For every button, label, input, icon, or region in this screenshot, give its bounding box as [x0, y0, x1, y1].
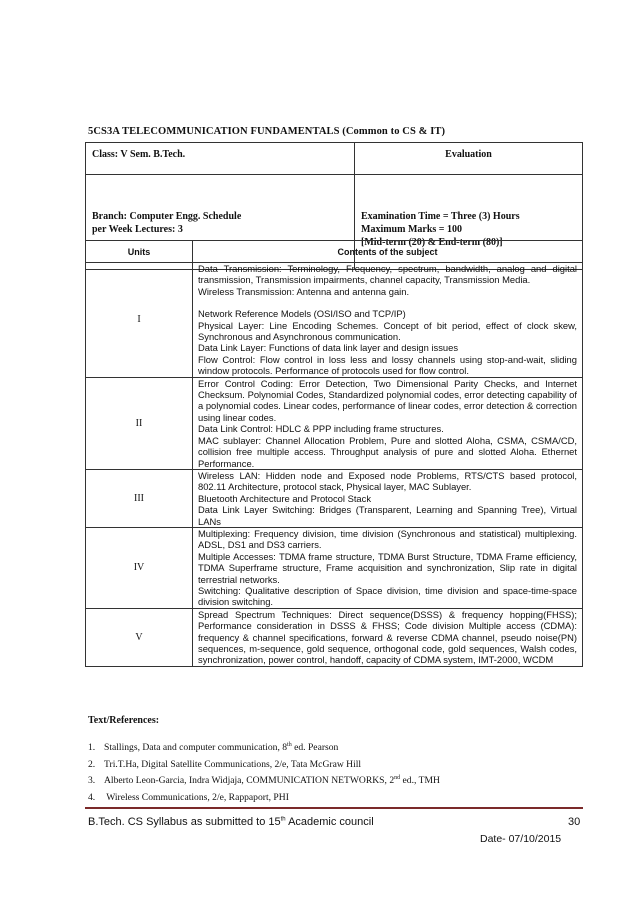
page-number: 30 [568, 816, 581, 828]
unit-topic: Spread Spectrum Techniques: Direct sequence(DSSS) & frequency hopping(FHSS); Performance consideration in DSSS & FHSS; Code division Multiple access (CDMA): frequency & channel specifications, forward & reverse CDMA channel, pseudo noise(PN) sequences, m-sequence, gold sequence, orthogonal code, gold sequences, Walsh codes, synchronization, power control, handoff, capacity of CDMA system, IMT-2000, WCDM [198, 608, 577, 666]
contents-column-header: Contents of the subject [193, 241, 583, 263]
unit-row [86, 377, 583, 469]
reference-text: Alberto Leon-Garcia, Indra Widjaja, COMMUNICATION NETWORKS, 2 [104, 775, 395, 786]
unit-number: IV [86, 527, 193, 608]
unit-topic: Multiplexing: Frequency division, time division (Synchronous and statistical) multiplexing. ADSL, DS1 and DS3 carriers. [198, 527, 577, 551]
footer-date: Date- 07/10/2015 [480, 833, 562, 845]
footer-note-end: Academic council [285, 816, 374, 828]
footer-note-text: B.Tech. CS Syllabus as submitted to 15 [88, 816, 281, 828]
unit-contents [193, 263, 583, 378]
unit-topic: Data Link Layer Switching: Bridges (Transparent, Learning and Spanning Tree), Virtual LANs [198, 504, 577, 527]
reference-number: 2. [88, 758, 96, 770]
reference-number: 1. [88, 742, 96, 753]
reference-sup: nd [394, 774, 401, 781]
unit-topic: Network Reference Models (OSI/ISO and TCP/IP) [198, 308, 406, 320]
unit-number: V [86, 608, 193, 666]
unit-number: I [86, 263, 193, 378]
unit-topic: Switching: Qualitative description of Space division, time division and space-time-space division switching. [198, 584, 577, 608]
footer-syllabus-note [88, 816, 374, 828]
unit-topic: Bluetooth Architecture and Protocol Stack [198, 492, 372, 504]
reference-text: Tri.T.Ha, Digital Satellite Communications, 2/e, Tata McGraw Hill [104, 758, 362, 770]
units-column-header: Units [86, 241, 193, 263]
unit-topic: Data Transmission: Terminology, Frequency, spectrum, bandwidth, analog and digital transmission, Transmission impairments, channel capacity, Transmission Media. [198, 263, 577, 286]
unit-topic: Physical Layer: Line Encoding Schemes. Concept of bit period, effect of clock skew, Synchronous and Asynchronous communication. [198, 319, 577, 343]
unit-topic: Data Link Layer: Functions of data link layer and design issues [198, 342, 459, 354]
reference-text-end: ed., TMH [400, 775, 440, 786]
unit-contents [193, 469, 583, 527]
unit-number: III [86, 469, 193, 527]
course-title: 5CS3A TELECOMMUNICATION FUNDAMENTALS (Common to CS & IT) [88, 126, 446, 137]
units-table [85, 240, 583, 667]
branch-line: Branch: Computer Engg. Schedule [92, 211, 242, 222]
unit-number: II [86, 377, 193, 469]
reference-item [88, 740, 440, 757]
references-list [88, 740, 440, 806]
unit-row [86, 469, 583, 527]
unit-row [86, 527, 583, 608]
class-cell: Class: V Sem. B.Tech. [86, 143, 355, 175]
evaluation-cell: Evaluation [355, 143, 583, 175]
reference-text-end: ed. Pearson [291, 742, 339, 753]
unit-topic: Wireless LAN: Hidden node and Exposed node Problems, RTS/CTS based protocol, 802.11 Architecture, protocol stack, Physical layer, MAC Sublayer. [198, 469, 577, 493]
reference-sup: th [287, 741, 292, 748]
unit-topic: Flow Control: Flow control in loss less and lossy channels using stop-and-wait, sliding window protocols. Performance of protocols used for flow control. [198, 353, 577, 377]
marks-split-line: [Mid-term (20) & End-term (80)] [361, 237, 503, 248]
reference-item [88, 773, 440, 790]
footer-note-sup: th [280, 816, 286, 823]
unit-row [86, 608, 583, 666]
reference-text: Wireless Communications, 2/e, Rappaport, PHI [104, 791, 289, 803]
reference-item [88, 790, 440, 807]
lectures-line: per Week Lectures: 3 [92, 224, 183, 235]
exam-time-line: Examination Time = Three (3) Hours [361, 211, 520, 222]
unit-row [86, 263, 583, 378]
unit-topic: Data Link Control: HDLC & PPP including frame structures. [198, 423, 444, 435]
unit-contents [193, 608, 583, 666]
unit-topic: MAC sublayer: Channel Allocation Problem, Pure and slotted Aloha, CSMA, CSMA/CD, collision free multiple access. Throughput analysis of pure and slotted Aloha. Ethernet Performance. [198, 434, 577, 469]
footer-divider [85, 807, 583, 809]
unit-contents [193, 377, 583, 469]
reference-number: 4. [88, 791, 96, 803]
reference-text: Stallings, Data and computer communication, 8 [104, 742, 288, 753]
reference-number: 3. [88, 775, 96, 786]
unit-topic: Multiple Accesses: TDMA frame structure, TDMA Burst Structure, TDMA Frame efficiency, TDMA Superframe structure, Frame acquisition and synchronization, Slip rate in digital terrestrial networks. [198, 550, 577, 585]
references-title: Text/References: [88, 715, 160, 726]
max-marks-line: Maximum Marks = 100 [361, 224, 462, 235]
unit-contents [193, 527, 583, 608]
unit-topic: Wireless Transmission: Antenna and antenna gain. [198, 285, 410, 297]
unit-topic: Error Control Coding: Error Detection, Two Dimensional Parity Checks, and Internet Checksum. Polynomial Codes, Standardized polynomial codes, error detecting capability of a polynomial codes. Linear codes, performance of linear codes, error detection & correction using linear codes. [198, 377, 577, 423]
reference-item [88, 757, 440, 774]
